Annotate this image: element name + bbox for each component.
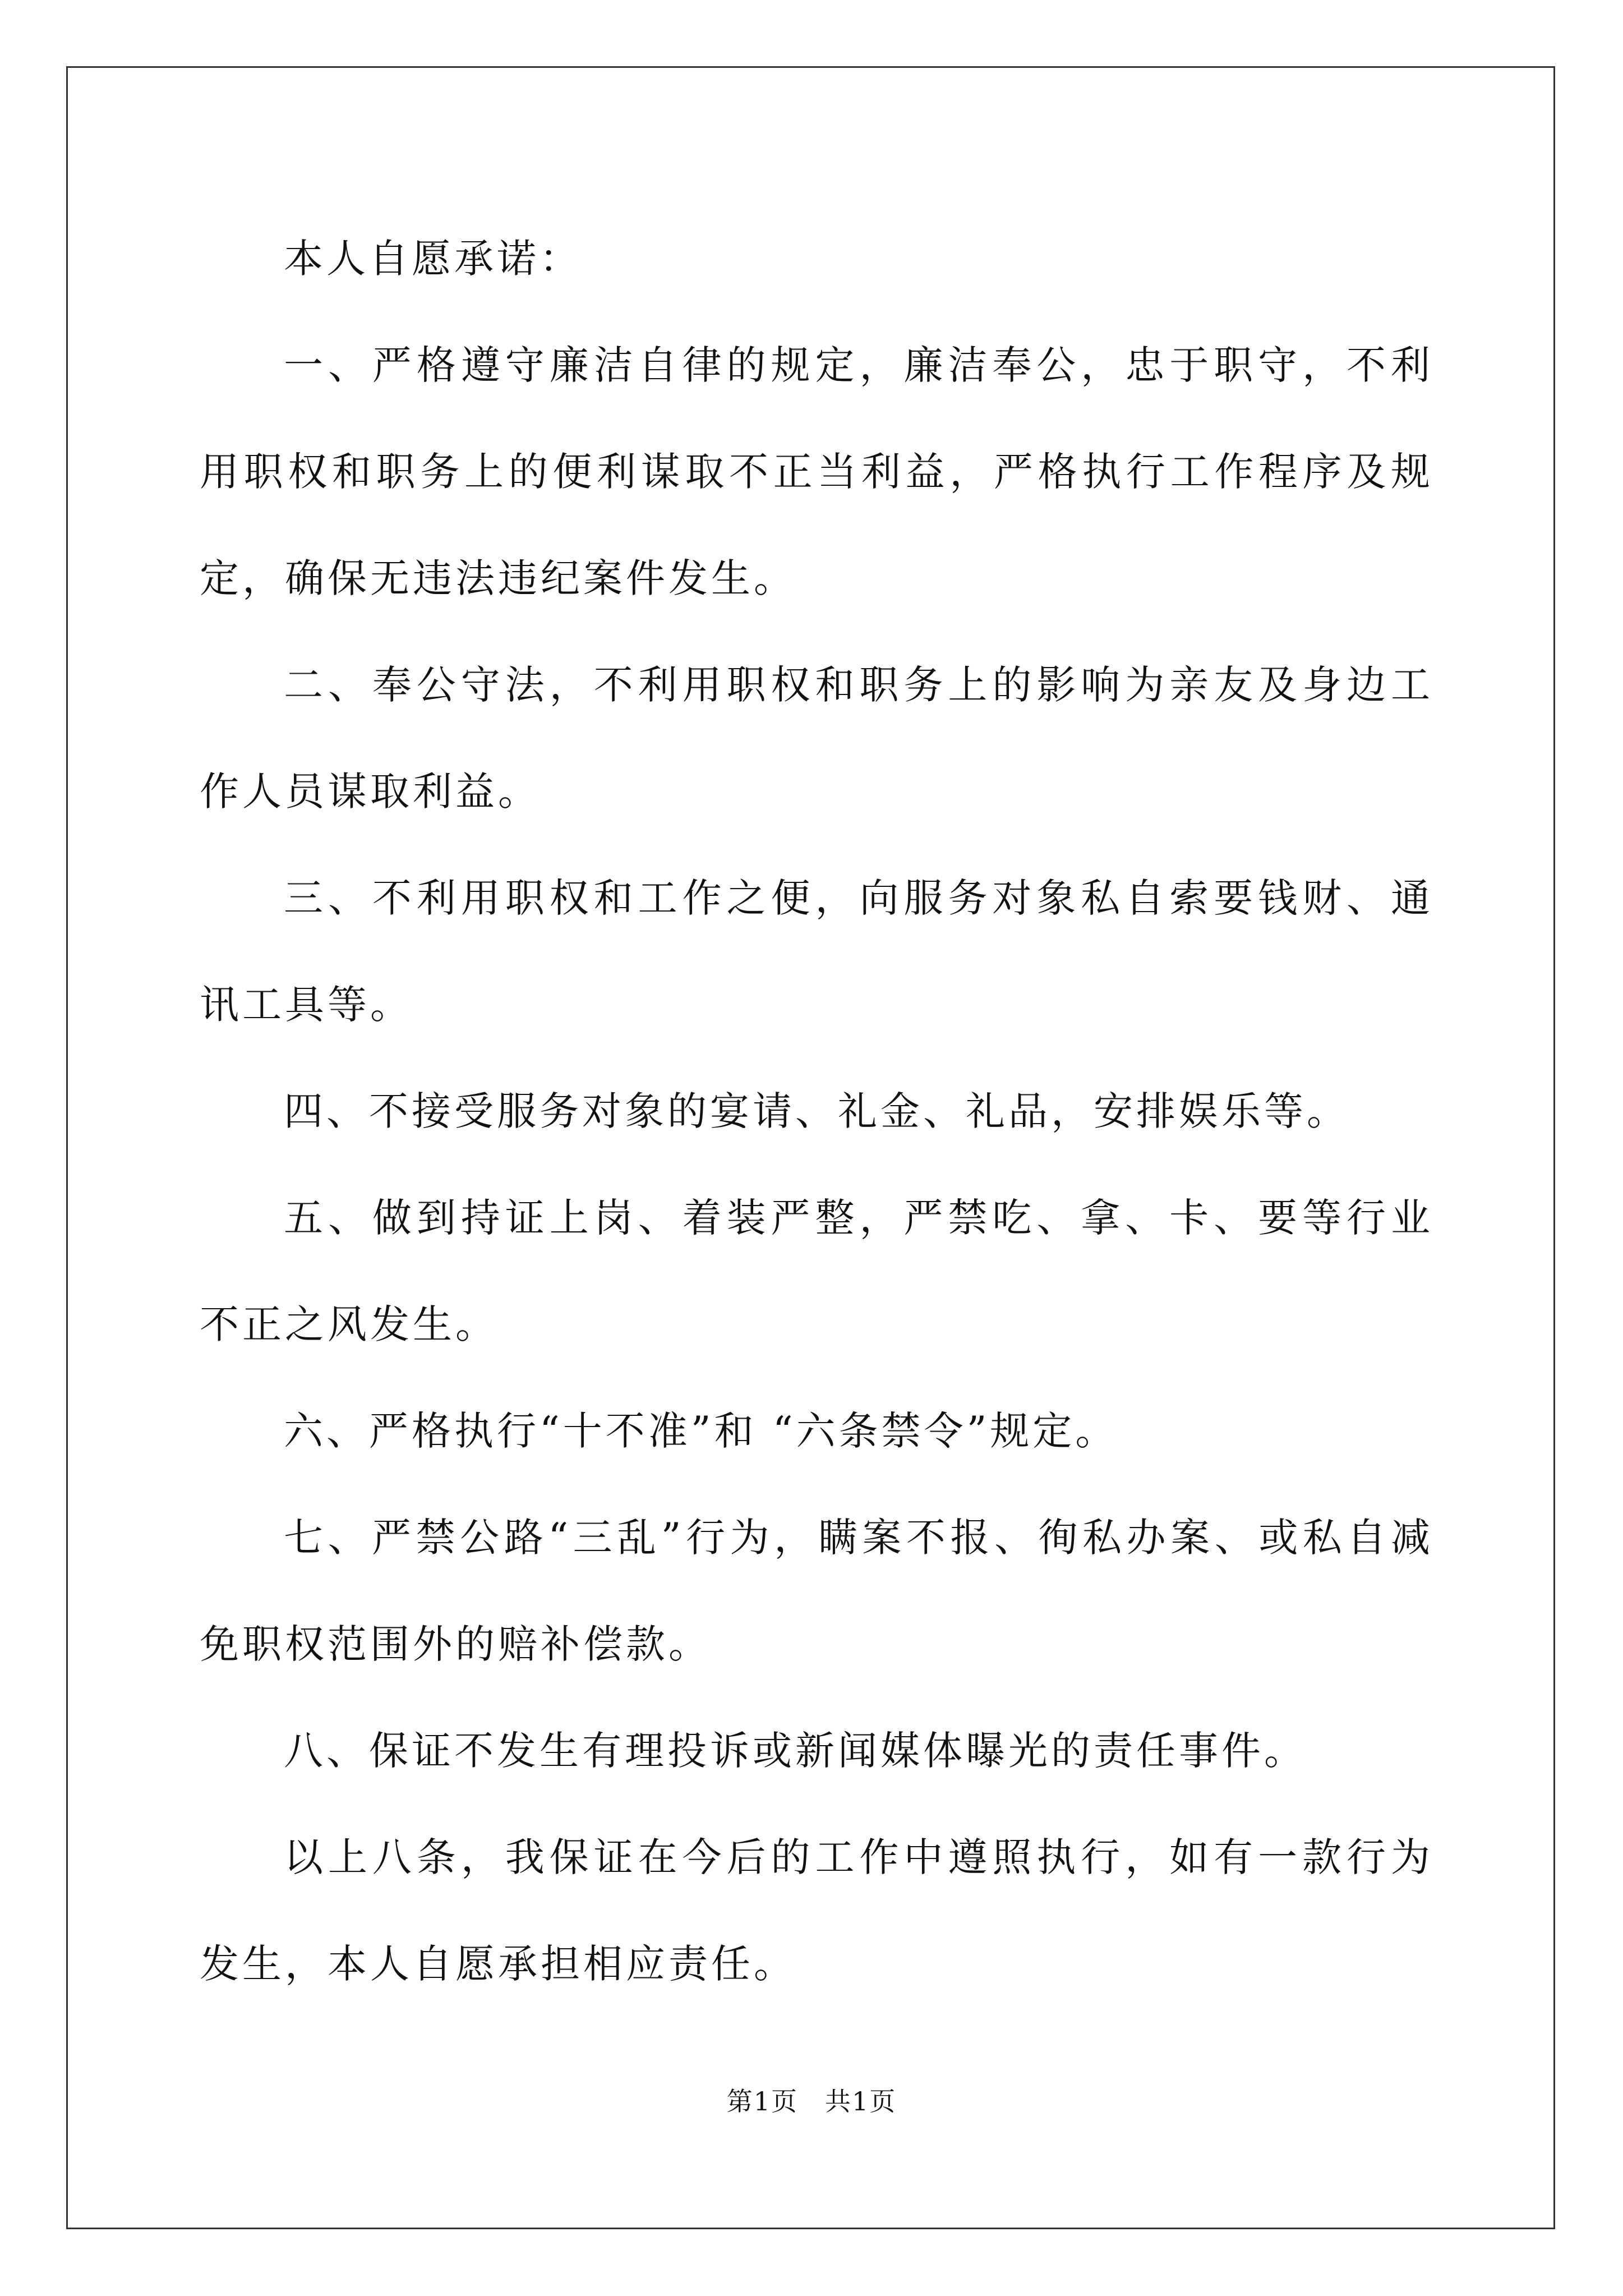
paragraph-item-1: 一、严格遵守廉洁自律的规定，廉洁奉公，忠于职守，不利用职权和职务上的便利谋取不正当利益，严格执行工作程序及规定，确保无违法违纪案件发生。 bbox=[200, 342, 1433, 601]
paragraph-item-8: 八、保证不发生有理投诉或新闻媒体曝光的责任事件。 bbox=[284, 1728, 1307, 1774]
paragraph-item-2: 二、奉公守法，不利用职权和职务上的影响为亲友及身边工作人员谋取利益。 bbox=[200, 662, 1433, 815]
document-body bbox=[200, 205, 1433, 2017]
paragraph-item-3: 三、不利用职权和工作之便，向服务对象私自索要钱财、通讯工具等。 bbox=[200, 875, 1433, 1028]
paragraph-item-5: 五、做到持证上岗、着装严整，严禁吃、拿、卡、要等行业不正之风发生。 bbox=[200, 1195, 1433, 1347]
paragraph-item-4: 四、不接受服务对象的宴请、礼金、礼品，安排娱乐等。 bbox=[284, 1088, 1349, 1134]
paragraph-closing: 以上八条，我保证在今后的工作中遵照执行，如有一款行为发生，本人自愿承担相应责任。 bbox=[200, 1834, 1433, 1987]
paragraph-item-7: 七、严禁公路“三乱”行为，瞒案不报、徇私办案、或私自减免职权范围外的赔补偿款。 bbox=[200, 1515, 1433, 1667]
page-footer: 第1页 共1页 bbox=[726, 2086, 897, 2116]
paragraph-intro: 本人自愿承诺： bbox=[284, 236, 582, 282]
paragraph-item-6: 六、严格执行“十不准”和 “六条禁令”规定。 bbox=[284, 1408, 1118, 1454]
